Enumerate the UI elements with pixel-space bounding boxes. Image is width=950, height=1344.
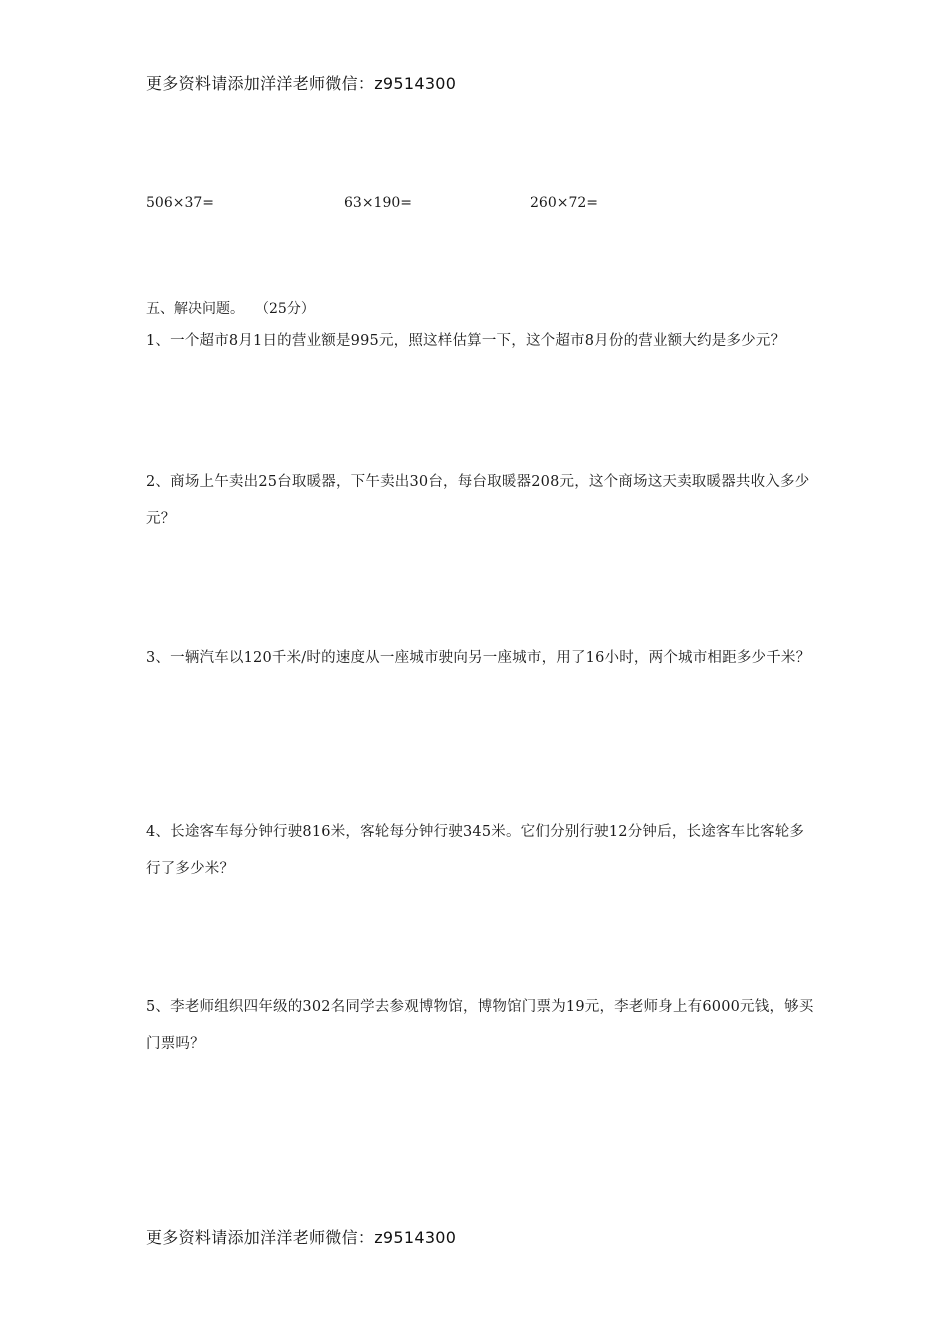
section-score: （25分） [262, 301, 315, 317]
word-problem: 1、一个超市8月1日的营业额是995元，照这样估算一下，这个超市8月份的营业额大约是多少元？ [146, 333, 786, 349]
calculation-item: 506×37= [146, 195, 214, 211]
header-contact-note: 更多资料请添加洋洋老师微信：z9514300 [146, 74, 457, 93]
calculation-item: 260×72= [530, 195, 598, 211]
section-title: 五、解决问题。 [146, 301, 244, 317]
word-problem: 3、一辆汽车以120千米/时的速度从一座城市驶向另一座城市，用了16小时，两个城市相距多少千米？ [146, 650, 811, 666]
word-problem: 5、李老师组织四年级的302名同学去参观博物馆，博物馆门票为19元，李老师身上有6000元钱，够买门票吗？ [146, 999, 814, 1052]
calculation-row [146, 195, 846, 215]
word-problem: 2、商场上午卖出25台取暖器，下午卖出30台，每台取暖器208元，这个商场这天卖取暖器共收入多少元？ [146, 474, 810, 527]
footer-contact-note: 更多资料请添加洋洋老师微信：z9514300 [146, 1228, 457, 1247]
word-problem: 4、长途客车每分钟行驶816米，客轮每分钟行驶345米。它们分别行驶12分钟后，长途客车比客轮多行了多少米？ [146, 824, 805, 877]
calculation-item: 63×190= [344, 195, 412, 211]
section-heading [146, 298, 315, 318]
